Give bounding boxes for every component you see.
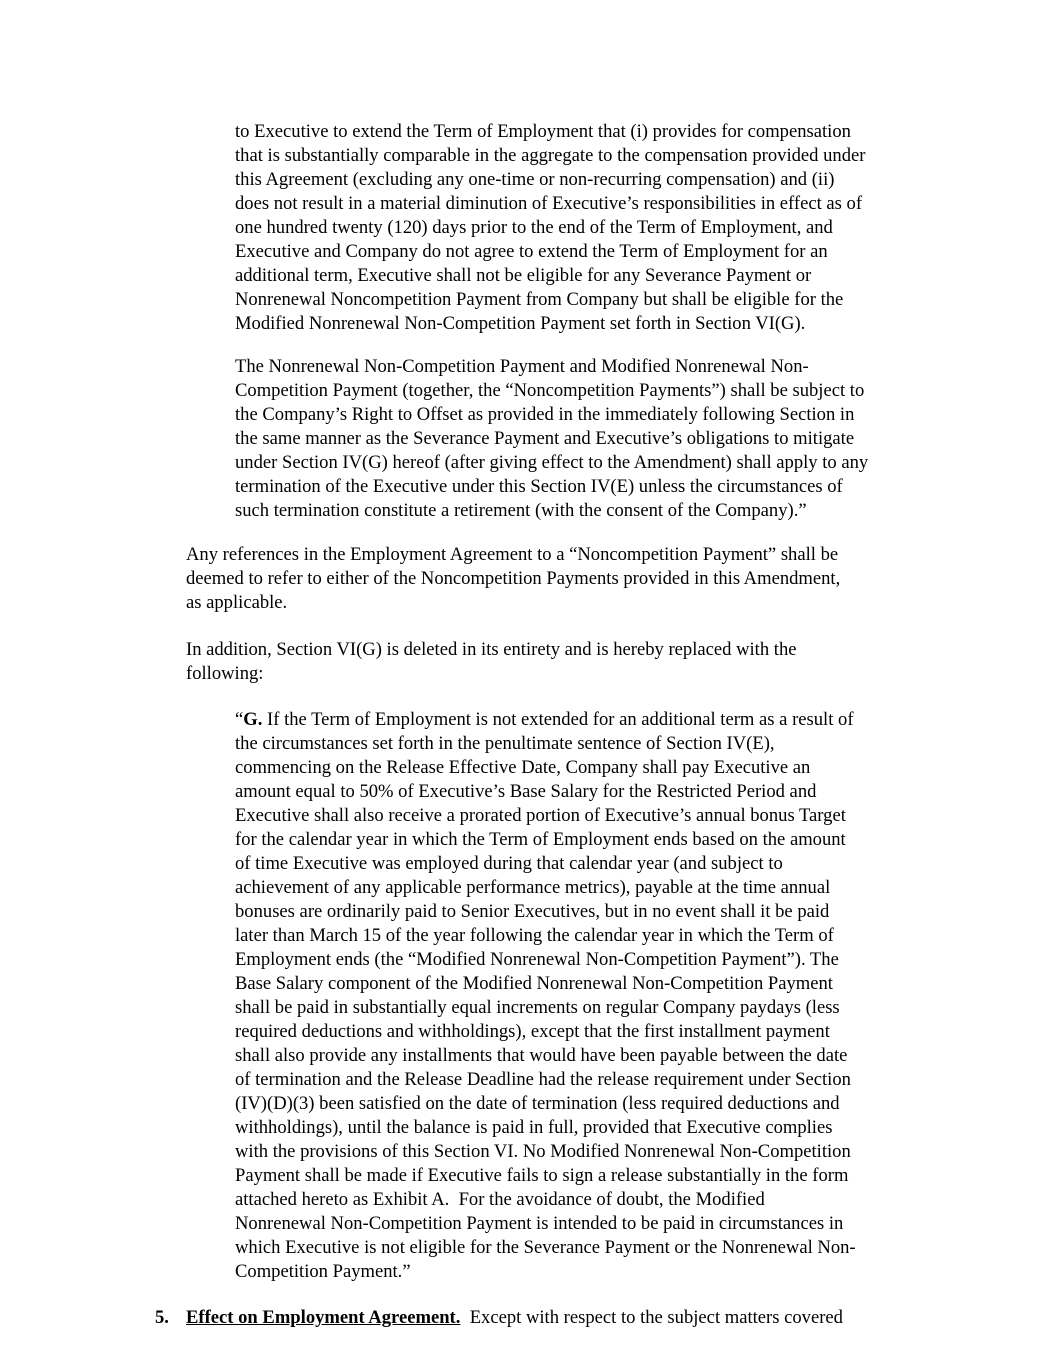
paragraph-line: Executive shall also receive a prorated portion of Executive’s annual bonus Target: [235, 805, 846, 826]
paragraph-line: Modified Nonrenewal Non-Competition Payment set forth in Section VI(G).: [235, 313, 806, 334]
paragraph-line: Payment shall be made if Executive fails to sign a release substantially in the form: [235, 1165, 849, 1186]
paragraph-line: In addition, Section VI(G) is deleted in its entirety and is hereby replaced with the: [186, 639, 797, 660]
paragraph-line: Any references in the Employment Agreement to a “Noncompetition Payment” shall be: [186, 544, 839, 565]
paragraph-line: this Agreement (excluding any one-time or non-recurring compensation) and (ii): [235, 169, 835, 190]
paragraph-line: attached hereto as Exhibit A. For the avoidance of doubt, the Modified: [235, 1189, 765, 1210]
paragraph-line: required deductions and withholdings), except that the first installment payment: [235, 1021, 830, 1042]
paragraph-line: Competition Payment.”: [235, 1261, 411, 1282]
paragraph-line: Employment ends (the “Modified Nonrenewal Non-Competition Payment”). The: [235, 949, 839, 970]
paragraph-line: Competition Payment (together, the “Noncompetition Payments”) shall be subject to: [235, 380, 865, 401]
paragraph-line: Nonrenewal Noncompetition Payment from Company but shall be eligible for the: [235, 289, 844, 310]
paragraph-line: bonuses are ordinarily paid to Senior Executives, but in no event shall it be paid: [235, 901, 830, 922]
paragraph-line: amount equal to 50% of Executive’s Base Salary for the Restricted Period and: [235, 781, 817, 802]
paragraph-line: shall also provide any installments that would have been payable between the date: [235, 1045, 848, 1066]
paragraph-line: Nonrenewal Non-Competition Payment is intended to be paid in circumstances in: [235, 1213, 844, 1234]
open-quote: “: [235, 709, 244, 730]
paragraph-line: Executive and Company do not agree to extend the Term of Employment for an: [235, 241, 828, 262]
paragraph-line: later than March 15 of the year following the calendar year in which the Term of: [235, 925, 834, 946]
section-heading: Effect on Employment Agreement.: [186, 1307, 461, 1328]
paragraph-line: Base Salary component of the Modified Nonrenewal Non-Competition Payment: [235, 973, 833, 994]
paragraph-line: commencing on the Release Effective Date, Company shall pay Executive an: [235, 757, 811, 778]
paragraph-line: the circumstances set forth in the penultimate sentence of Section IV(E),: [235, 733, 775, 754]
paragraph-line: one hundred twenty (120) days prior to the end of the Term of Employment, and: [235, 217, 833, 238]
paragraph-line: that is substantially comparable in the aggregate to the compensation provided under: [235, 145, 866, 166]
paragraph-line: achievement of any applicable performance metrics), payable at the time annual: [235, 877, 831, 898]
paragraph-line: as applicable.: [186, 592, 288, 613]
paragraph-line: under Section IV(G) hereof (after giving effect to the Amendment) shall apply to any: [235, 452, 869, 473]
paragraph-line: (IV)(D)(3) been satisfied on the date of termination (less required deductions and: [235, 1093, 840, 1114]
paragraph-line: does not result in a material diminution of Executive’s responsibilities in effect as of: [235, 193, 863, 214]
paragraph-line: additional term, Executive shall not be eligible for any Severance Payment or: [235, 265, 812, 286]
section-g-first-line: [235, 708, 854, 732]
section-number: 5.: [155, 1307, 169, 1328]
paragraph-line: for the calendar year in which the Term of Employment ends based on the amount: [235, 829, 846, 850]
paragraph-line: termination of the Executive under this Section IV(E) unless the circumstances of: [235, 476, 843, 497]
paragraph-line: which Executive is not eligible for the Severance Payment or the Nonrenewal Non-: [235, 1237, 856, 1258]
paragraph-line: the Company’s Right to Offset as provided in the immediately following Section in: [235, 404, 855, 425]
paragraph-line: of termination and the Release Deadline had the release requirement under Section: [235, 1069, 851, 1090]
paragraph-line: the same manner as the Severance Payment and Executive’s obligations to mitigate: [235, 428, 855, 449]
paragraph-line: to Executive to extend the Term of Employment that (i) provides for compensation: [235, 121, 851, 142]
paragraph-line: following:: [186, 663, 264, 684]
paragraph-line: withholdings), until the balance is paid in full, provided that Executive complies: [235, 1117, 833, 1138]
paragraph-line: The Nonrenewal Non-Competition Payment and Modified Nonrenewal Non-: [235, 356, 809, 377]
section-5-line: [186, 1306, 843, 1330]
section-5-text: Except with respect to the subject matters covered: [460, 1307, 843, 1328]
paragraph-line: shall be paid in substantially equal increments on regular Company paydays (less: [235, 997, 840, 1018]
section-g-label: G.: [243, 709, 263, 730]
section-g-text: If the Term of Employment is not extended for an additional term as a result of: [262, 709, 854, 730]
paragraph-line: deemed to refer to either of the Noncompetition Payments provided in this Amendment,: [186, 568, 841, 589]
paragraph-line: such termination constitute a retirement (with the consent of the Company).”: [235, 500, 807, 521]
paragraph-line: of time Executive was employed during that calendar year (and subject to: [235, 853, 783, 874]
paragraph-line: with the provisions of this Section VI. No Modified Nonrenewal Non-Competition: [235, 1141, 851, 1162]
